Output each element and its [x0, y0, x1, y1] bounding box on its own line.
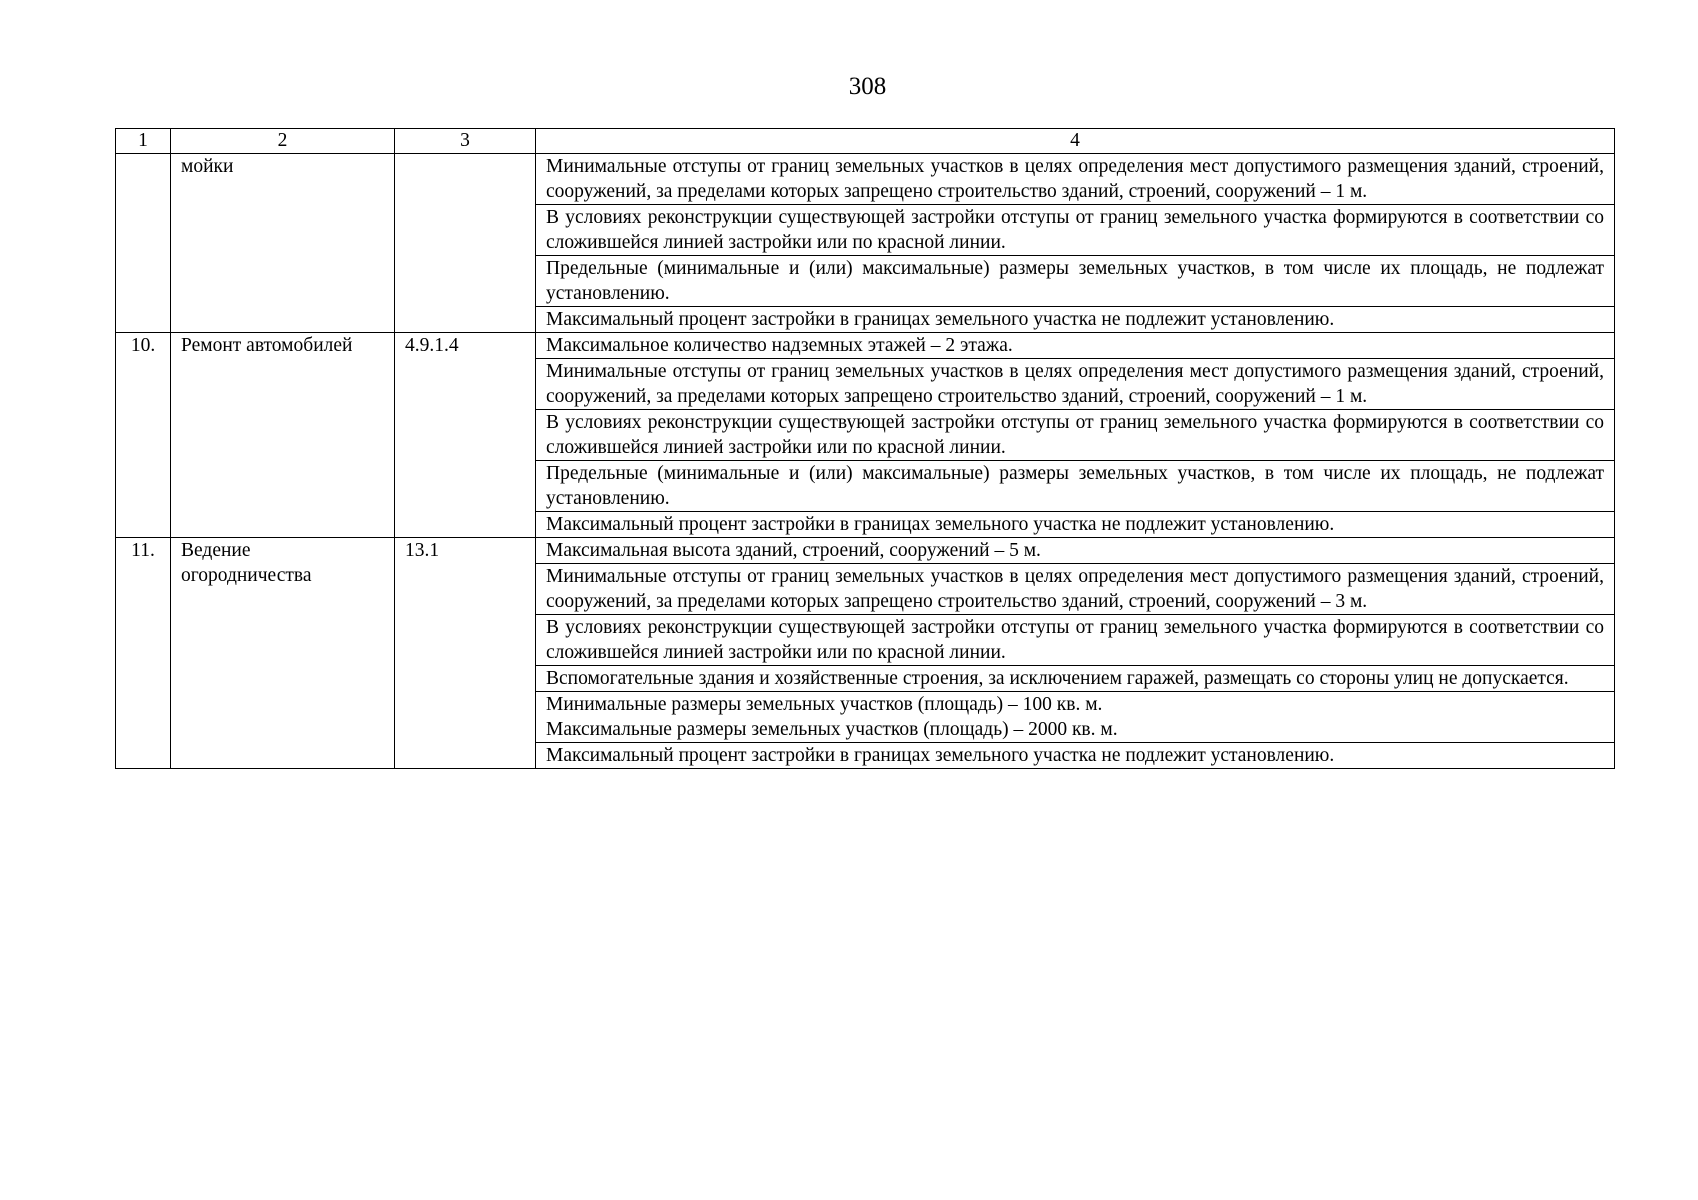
parameter-line: Минимальные размеры земельных участков (площадь) – 100 кв. м.: [546, 694, 1103, 715]
parameter-cell: Максимальное количество надземных этажей – 2 этажа.: [536, 333, 1615, 359]
regulations-table: [115, 128, 1615, 769]
parameter-cell: Максимальный процент застройки в границах земельного участка не подлежит установлению.: [536, 743, 1615, 769]
table-row: [116, 538, 1615, 564]
header-row: [116, 129, 1615, 154]
parameter-cell: [536, 692, 1615, 743]
parameter-cell: В условиях реконструкции существующей застройки отступы от границ земельного участка формируются в соответствии со сложившейся линией застройки или по красной линии.: [536, 410, 1615, 461]
parameter-cell: Максимальный процент застройки в границах земельного участка не подлежит установлению.: [536, 307, 1615, 333]
header-cell-1: 1: [116, 129, 171, 154]
parameter-cell: В условиях реконструкции существующей застройки отступы от границ земельного участка формируются в соответствии со сложившейся линией застройки или по красной линии.: [536, 615, 1615, 666]
table-row: [116, 333, 1615, 359]
parameter-cell: Минимальные отступы от границ земельных участков в целях определения мест допустимого размещения зданий, строений, сооружений, за пределами которых запрещено строительство зданий, строений, сооружений – 3 м.: [536, 564, 1615, 615]
row-number: [116, 154, 171, 333]
use-type-code: 13.1: [395, 538, 536, 769]
parameter-cell: В условиях реконструкции существующей застройки отступы от границ земельного участка формируются в соответствии со сложившейся линией застройки или по красной линии.: [536, 205, 1615, 256]
row-number: 11.: [116, 538, 171, 769]
parameter-cell: Предельные (минимальные и (или) максимальные) размеры земельных участков, в том числе их площадь, не подлежат установлению.: [536, 256, 1615, 307]
use-type-name: Ведение огородничества: [171, 538, 395, 769]
use-type-code: 4.9.1.4: [395, 333, 536, 538]
page-number: 308: [848, 73, 887, 100]
use-type-name: Ремонт автомобилей: [171, 333, 395, 538]
header-cell-4: 4: [536, 129, 1615, 154]
parameter-cell: Максимальный процент застройки в границах земельного участка не подлежит установлению.: [536, 512, 1615, 538]
table-row: [116, 154, 1615, 205]
parameter-cell: Минимальные отступы от границ земельных участков в целях определения мест допустимого размещения зданий, строений, сооружений, за пределами которых запрещено строительство зданий, строений, сооружений – 1 м.: [536, 359, 1615, 410]
parameter-cell: Предельные (минимальные и (или) максимальные) размеры земельных участков, в том числе их площадь, не подлежат установлению.: [536, 461, 1615, 512]
parameter-line: Максимальные размеры земельных участков (площадь) – 2000 кв. м.: [546, 719, 1118, 740]
parameter-cell: Максимальная высота зданий, строений, сооружений – 5 м.: [536, 538, 1615, 564]
parameter-cell: Минимальные отступы от границ земельных участков в целях определения мест допустимого размещения зданий, строений, сооружений, за пределами которых запрещено строительство зданий, строений, сооружений – 1 м.: [536, 154, 1615, 205]
row-number: 10.: [116, 333, 171, 538]
parameter-cell: Вспомогательные здания и хозяйственные строения, за исключением гаражей, размещать со стороны улиц не допускается.: [536, 666, 1615, 692]
use-type-code: [395, 154, 536, 333]
use-type-name: мойки: [171, 154, 395, 333]
header-cell-3: 3: [395, 129, 536, 154]
header-cell-2: 2: [171, 129, 395, 154]
